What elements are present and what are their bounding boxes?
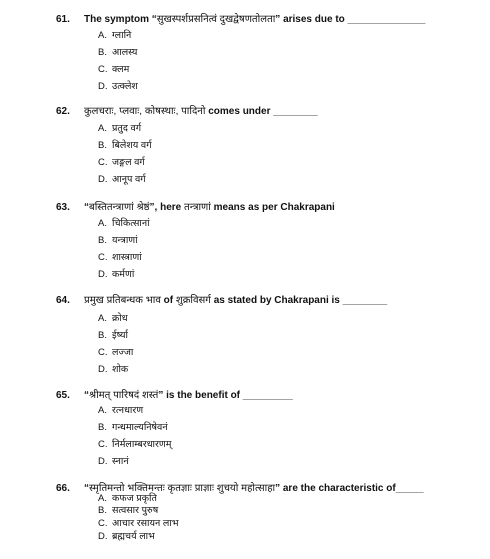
question-text: प्रमुख प्रतिबन्धक भाव of शुक्रविसर्ग as stated by Chakrapani is ________: [84, 295, 388, 306]
question-text: कुलचराः, प्लवाः, कोषस्थाः, पादिनो comes under ________: [84, 106, 318, 117]
option-b: B. यन्त्राणां: [98, 235, 138, 246]
option-c: C. क्लम: [98, 64, 130, 75]
question-number: 63.: [56, 202, 70, 213]
question-text: The symptom “सुखस्पर्शप्रसनित्वं दुखद्वेषणतोलता” arises due to ______________: [84, 14, 426, 25]
question-number: 62.: [56, 106, 70, 117]
option-b: B. बिलेशय वर्ग: [98, 140, 152, 151]
option-c: C. निर्मलाम्बरधारणम्: [98, 439, 172, 450]
option-b: B. ईर्ष्या: [98, 330, 129, 341]
option-c: C. शास्त्राणां: [98, 252, 142, 263]
option-b: B. सत्वसार पुरुष: [98, 505, 159, 516]
question-text: “बस्तितन्त्राणां श्रेष्ठं”, here तन्त्राणां means as per Chakrapani: [84, 202, 335, 213]
option-c: C. जङ्गल वर्ग: [98, 157, 145, 168]
option-a: A. कफज प्रकृति: [98, 493, 157, 504]
question-number: 61.: [56, 14, 70, 25]
option-a: A. चिकित्सानां: [98, 218, 150, 229]
option-d: D. उत्क्लेश: [98, 81, 138, 92]
option-d: D. कर्मणां: [98, 269, 135, 280]
option-d: D. ब्रह्मचर्य लाभ: [98, 531, 155, 542]
option-d: D. शोक: [98, 364, 129, 375]
question-text: “स्मृतिमन्तो भक्तिमन्तः कृतज्ञाः प्राज्ञाः शुचयो महोत्साहा” are the characteristic of_____: [84, 483, 424, 494]
question-text: “श्रीमत् पारिषदं शस्तं” is the benefit of _________: [84, 390, 293, 401]
option-d: D. स्नानं: [98, 456, 129, 467]
option-b: B. आलस्य: [98, 47, 138, 58]
option-a: A. प्रतुद वर्ग: [98, 123, 142, 134]
option-b: B. गन्धमाल्यनिषेवनं: [98, 422, 168, 433]
option-a: A. रत्नधारण: [98, 405, 144, 416]
option-c: C. लज्जा: [98, 347, 134, 358]
option-d: D. आनूप वर्ग: [98, 174, 146, 185]
question-number: 65.: [56, 390, 70, 401]
question-number: 66.: [56, 483, 70, 494]
question-number: 64.: [56, 295, 70, 306]
option-c: C. आचार रसायन लाभ: [98, 518, 179, 529]
option-a: A. क्रोध: [98, 313, 128, 324]
option-a: A. ग्लानि: [98, 30, 132, 41]
